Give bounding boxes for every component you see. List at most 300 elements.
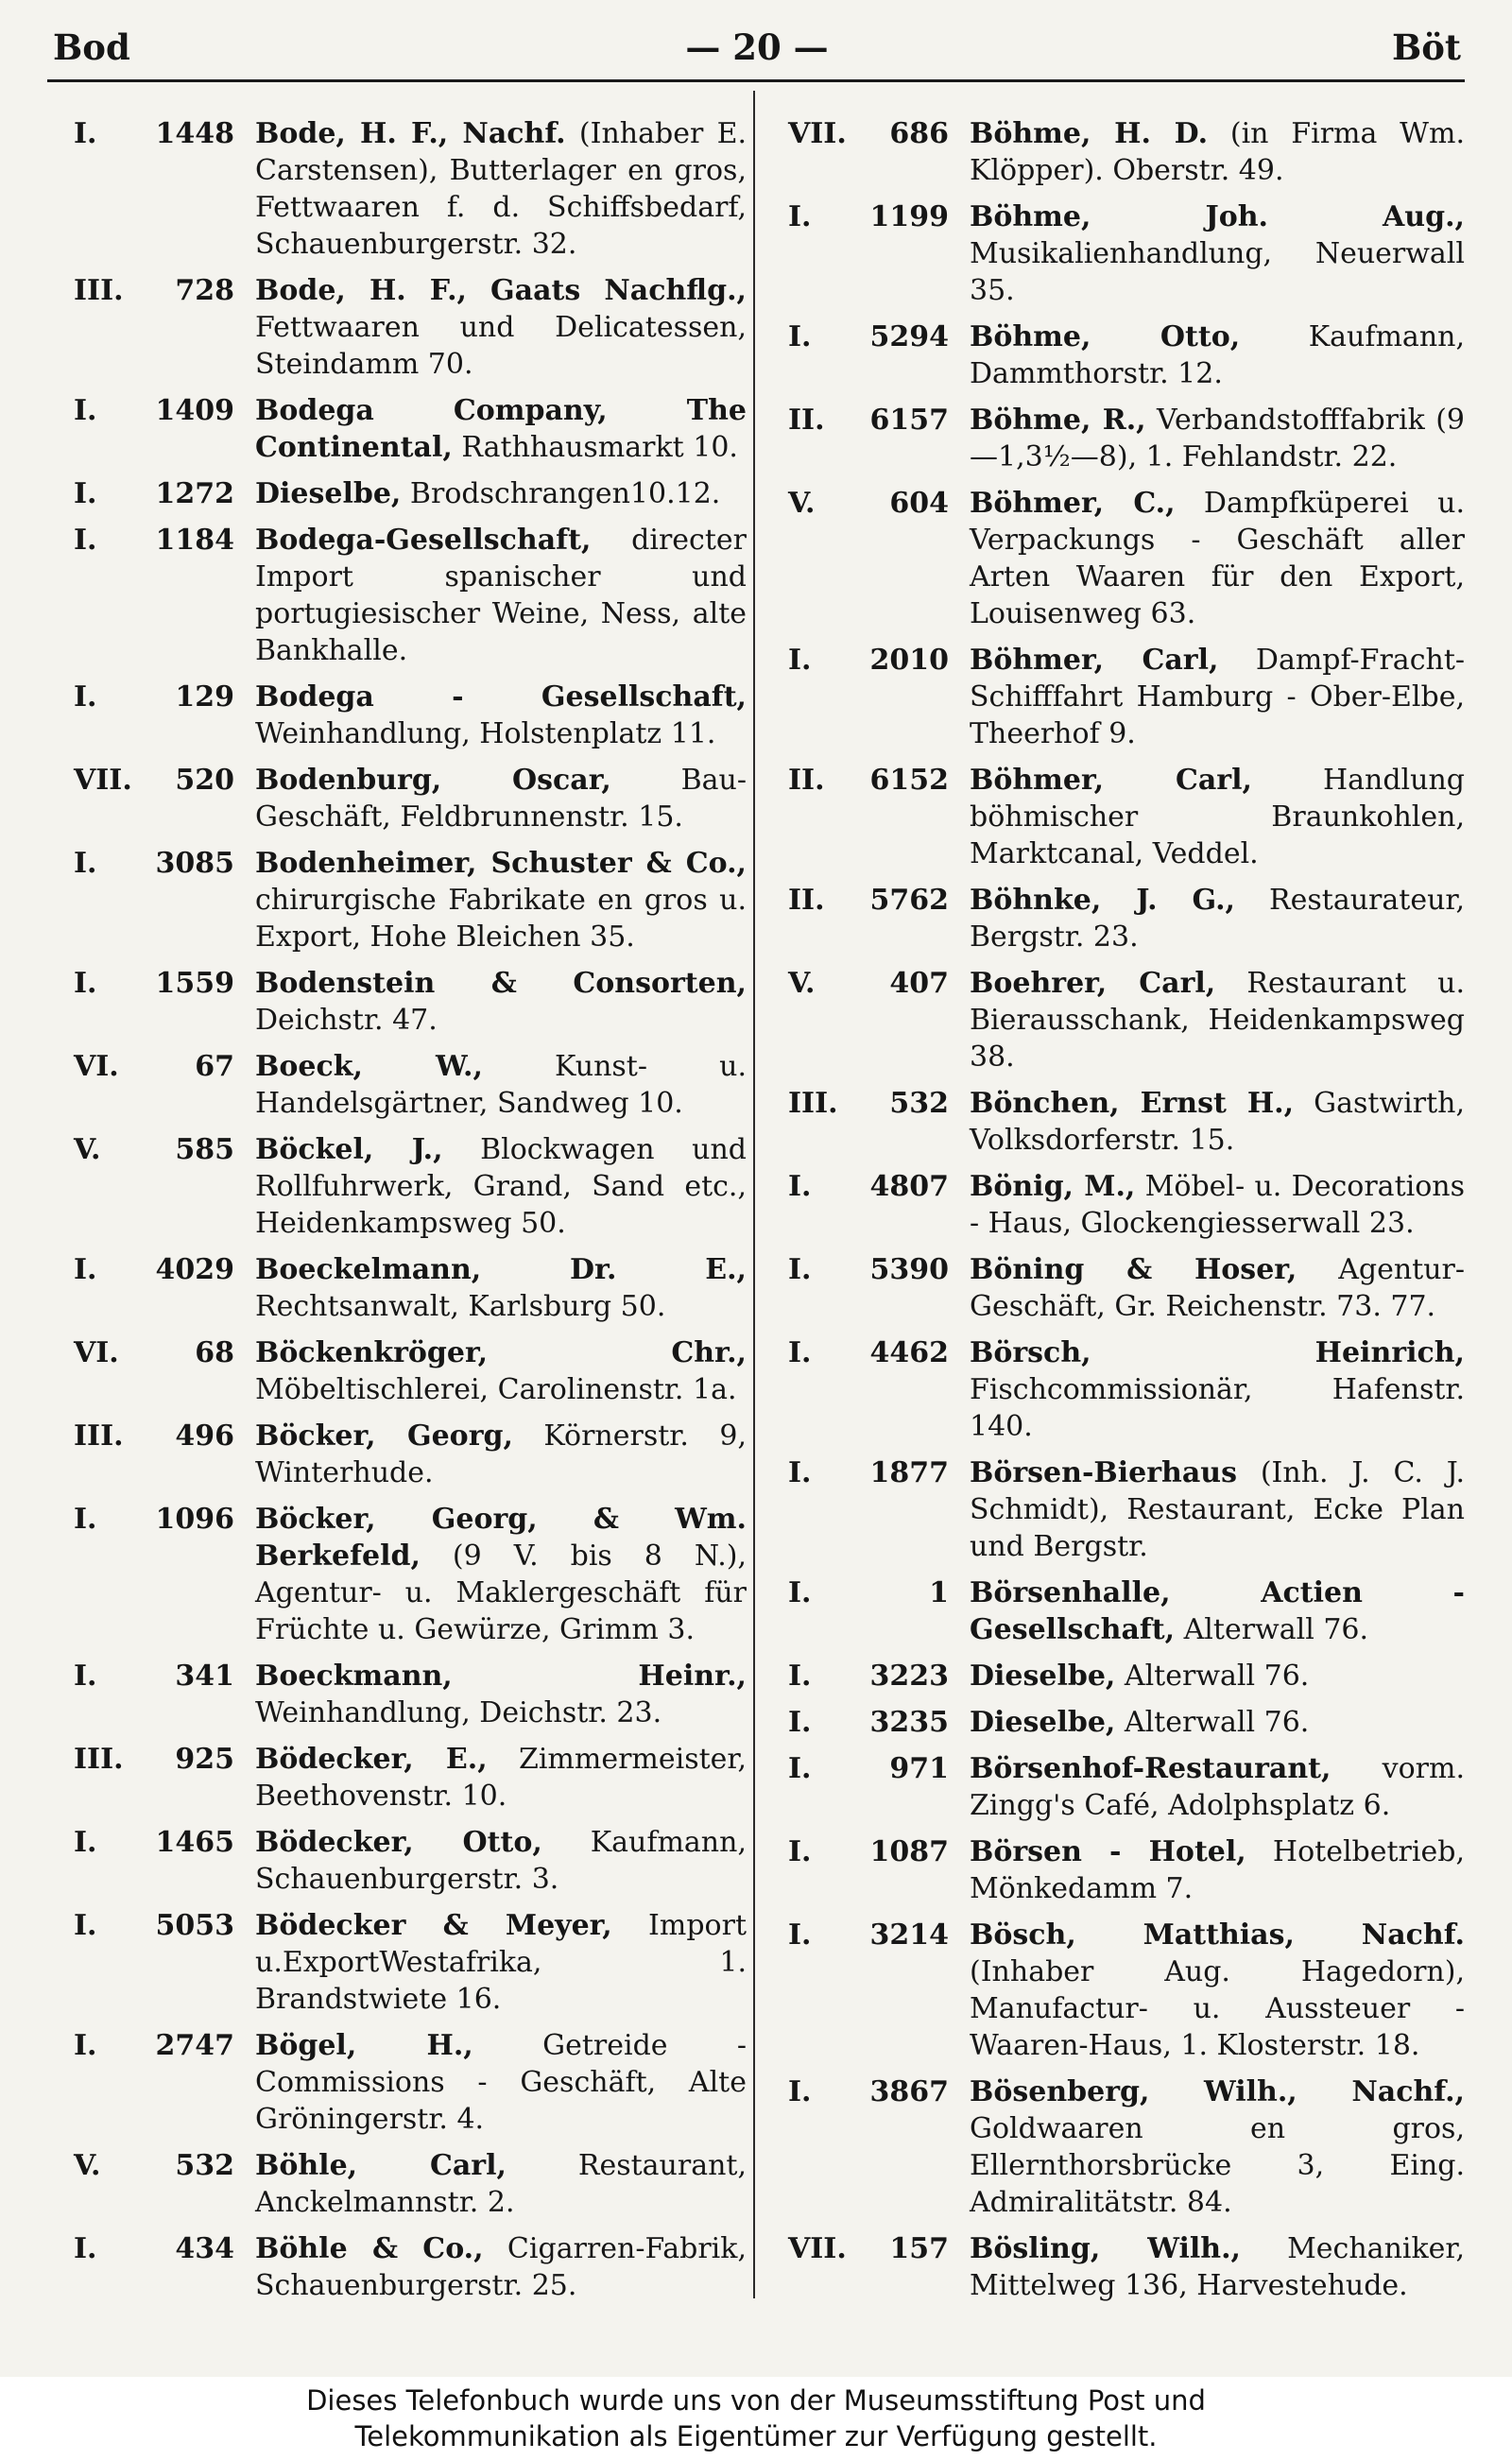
footer-line-2: Telekommunikation als Eigentümer zur Verfügung gestellt. <box>354 2420 1158 2452</box>
phone-number: 1087 <box>869 1835 949 1868</box>
directory-entry <box>764 762 1465 872</box>
left-column <box>49 115 747 2308</box>
subscriber-name: Bönchen, Ernst H., <box>970 1087 1295 1120</box>
subscriber-details: Weinhandlung, Deichstr. 23. <box>255 1696 662 1729</box>
phone-number: 3214 <box>869 1918 949 1952</box>
exchange-district: I. <box>788 200 812 233</box>
directory-entry <box>49 1131 747 1242</box>
directory-entry <box>764 318 1465 392</box>
phone-number: 1559 <box>155 967 234 1000</box>
phone-number: 1448 <box>155 117 234 150</box>
subscriber-details: (in Firma Wm. Klöpper). Oberstr. 49. <box>970 117 1465 187</box>
directory-entry <box>764 965 1465 1075</box>
subscriber-name: Böhle & Co., <box>255 2232 484 2265</box>
entry-phone-number <box>764 1574 970 1611</box>
exchange-district: I. <box>788 1576 812 1609</box>
exchange-district: I. <box>74 1503 97 1536</box>
exchange-district: II. <box>788 764 825 797</box>
directory-entry <box>764 115 1465 189</box>
entry-phone-number <box>49 2230 255 2267</box>
entry-text <box>970 642 1465 752</box>
exchange-district: VII. <box>788 117 847 150</box>
phone-number: 3235 <box>869 1706 949 1739</box>
entry-text <box>255 2230 747 2304</box>
entry-text <box>255 1334 747 1408</box>
exchange-district: I. <box>788 2075 812 2108</box>
subscriber-name: Bönig, M., <box>970 1170 1136 1203</box>
entry-phone-number <box>49 762 255 799</box>
directory-entry <box>49 272 747 383</box>
entry-text <box>255 1824 747 1898</box>
subscriber-details: Körnerstr. 9, Winterhude. <box>255 1419 747 1489</box>
entry-phone-number <box>49 1824 255 1861</box>
subscriber-details: (Inhaber E. Carstensen), Butterlager en gros, Fettwaaren f. d. Schiffsbedarf, Schauenburgerstr. 32. <box>255 117 747 261</box>
subscriber-details: chirurgische Fabrikate en gros u. Export, Hohe Bleichen 35. <box>255 884 747 954</box>
subscriber-details: Import u.ExportWestafrika, 1. Brandstwiete 16. <box>255 1909 747 2016</box>
subscriber-name: Böhme, Joh. Aug., <box>970 200 1465 233</box>
phone-number: 1096 <box>155 1503 234 1536</box>
subscriber-name: Boeckelmann, Dr. E., <box>255 1253 747 1286</box>
exchange-district: III. <box>74 1743 124 1776</box>
subscriber-details: Handlung böhmischer Braunkohlen, Marktcanal, Veddel. <box>970 764 1465 870</box>
subscriber-name: Böhme, Otto, <box>970 320 1241 353</box>
exchange-district: I. <box>788 644 812 677</box>
entry-phone-number <box>764 115 970 152</box>
directory-entry <box>764 1334 1465 1445</box>
phone-number: 532 <box>889 1087 949 1120</box>
directory-entry <box>49 1501 747 1648</box>
directory-entry <box>49 115 747 263</box>
entry-phone-number <box>764 2230 970 2267</box>
subscriber-name: Dieselbe, <box>255 477 402 510</box>
phone-number: 4029 <box>155 1253 234 1286</box>
exchange-district: I. <box>74 1660 97 1693</box>
subscriber-details: (9 V. bis 8 N.), Agentur- u. Maklergeschäft für Früchte u. Gewürze, Grimm 3. <box>255 1540 747 1646</box>
phone-number: 728 <box>175 274 234 307</box>
entry-text <box>970 318 1465 392</box>
phone-number: 1877 <box>869 1456 949 1489</box>
directory-entry <box>49 2147 747 2221</box>
page-header <box>53 21 1461 79</box>
phone-number: 971 <box>889 1752 949 1785</box>
exchange-district: V. <box>74 1133 101 1166</box>
subscriber-name: Boeckmann, Heinr., <box>255 1660 747 1693</box>
header-rule <box>47 79 1465 82</box>
phone-number: 3085 <box>155 847 234 880</box>
subscriber-name: Böhle, Carl, <box>255 2149 507 2182</box>
exchange-district: I. <box>788 1752 812 1785</box>
directory-entry <box>49 522 747 669</box>
entry-text <box>970 1704 1465 1741</box>
subscriber-details: Goldwaaren en gros, Ellernthorsbrücke 3, Eing. Admiralitätstr. 84. <box>970 2112 1465 2219</box>
entry-phone-number <box>49 845 255 882</box>
entry-text <box>255 2027 747 2138</box>
phone-number: 496 <box>175 1419 234 1453</box>
entry-text <box>255 845 747 955</box>
subscriber-details: Agentur-Geschäft, Gr. Reichenstr. 73. 77. <box>970 1253 1465 1323</box>
entry-phone-number <box>49 475 255 512</box>
directory-entry <box>764 642 1465 752</box>
directory-entry <box>764 1574 1465 1648</box>
exchange-district: V. <box>74 2149 101 2182</box>
entry-phone-number <box>49 392 255 429</box>
subscriber-details: Hotelbetrieb, Mönkedamm 7. <box>970 1835 1465 1905</box>
entry-phone-number <box>764 402 970 439</box>
entry-phone-number <box>49 1907 255 1944</box>
entry-text <box>970 198 1465 309</box>
page-number: — 20 — <box>685 26 829 68</box>
phone-number: 5390 <box>869 1253 949 1286</box>
subscriber-name: Dieselbe, <box>970 1706 1116 1739</box>
exchange-district: I. <box>74 1909 97 1942</box>
subscriber-details: Rechtsanwalt, Karlsburg 50. <box>255 1290 666 1323</box>
phone-number: 585 <box>175 1133 234 1166</box>
phone-number: 3867 <box>869 2075 949 2108</box>
entry-text <box>970 882 1465 955</box>
directory-entry <box>49 1658 747 1731</box>
subscriber-details: Rathhausmarkt 10. <box>452 431 738 464</box>
entry-phone-number <box>764 1251 970 1288</box>
phone-number: 5053 <box>155 1909 234 1942</box>
exchange-district: I. <box>74 847 97 880</box>
subscriber-details: Möbeltischlerei, Carolinenstr. 1a. <box>255 1373 737 1406</box>
subscriber-details: Bau-Geschäft, Feldbrunnenstr. 15. <box>255 764 747 834</box>
entry-phone-number <box>49 1334 255 1371</box>
entry-phone-number <box>764 762 970 799</box>
directory-entry <box>49 392 747 466</box>
entry-text <box>255 522 747 669</box>
entry-phone-number <box>49 1418 255 1454</box>
subscriber-details: Restaurant, Anckelmannstr. 2. <box>255 2149 747 2219</box>
directory-entry <box>49 2230 747 2304</box>
entry-phone-number <box>764 1833 970 1870</box>
subscriber-details: Zimmermeister, Beethovenstr. 10. <box>255 1743 747 1813</box>
phone-number: 129 <box>175 680 234 714</box>
entry-text <box>255 475 747 512</box>
entry-phone-number <box>49 965 255 1002</box>
phone-number: 2747 <box>155 2029 234 2062</box>
exchange-district: VII. <box>788 2232 847 2265</box>
subscriber-name: Börsenhalle, Actien - Gesellschaft, <box>970 1576 1465 1646</box>
subscriber-name: Boeck, W., <box>255 1050 483 1083</box>
subscriber-name: Böning & Hoser, <box>970 1253 1297 1286</box>
phone-number: 6152 <box>869 764 949 797</box>
phone-number: 407 <box>889 967 949 1000</box>
directory-entry <box>764 485 1465 632</box>
subscriber-details: Dampf-Fracht-Schifffahrt Hamburg - Ober-Elbe, Theerhof 9. <box>970 644 1465 750</box>
subscriber-name: Böhnke, J. G., <box>970 884 1235 917</box>
subscriber-name: Böcker, Georg, & Wm. Berkefeld, <box>255 1503 747 1573</box>
subscriber-details: (Inh. J. C. J. Schmidt), Restaurant, Ecke Plan und Bergstr. <box>970 1456 1465 1563</box>
entry-text <box>255 1658 747 1731</box>
subscriber-name: Bösch, Matthias, Nachf. <box>970 1918 1465 1952</box>
subscriber-name: Bodega Company, The Continental, <box>255 394 747 464</box>
exchange-district: I. <box>74 394 97 427</box>
directory-entry <box>49 1334 747 1408</box>
exchange-district: I. <box>788 320 812 353</box>
entry-phone-number <box>764 1658 970 1694</box>
entry-phone-number <box>49 1251 255 1288</box>
exchange-district: III. <box>788 1087 838 1120</box>
entry-phone-number <box>764 882 970 919</box>
subscriber-name: Bögel, H., <box>255 2029 473 2062</box>
subscriber-details: Cigarren-Fabrik, Schauenburgerstr. 25. <box>255 2232 747 2302</box>
subscriber-name: Bösenberg, Wilh., Nachf., <box>970 2075 1465 2108</box>
entry-text <box>970 115 1465 189</box>
entry-phone-number <box>764 1454 970 1491</box>
directory-entry <box>49 1907 747 2018</box>
subscriber-name: Bodenburg, Oscar, <box>255 764 611 797</box>
entry-text <box>970 2230 1465 2304</box>
directory-entry <box>764 1251 1465 1325</box>
subscriber-name: Bösling, Wilh., <box>970 2232 1241 2265</box>
phone-number: 604 <box>889 487 949 520</box>
entry-text <box>255 1501 747 1648</box>
phone-number: 1409 <box>155 394 234 427</box>
subscriber-details: Möbel- u. Decorations - Haus, Glockengiesserwall 23. <box>970 1170 1465 1240</box>
subscriber-details: Restaurant u. Bierausschank, Heidenkampsweg 38. <box>970 967 1465 1074</box>
directory-entry <box>764 882 1465 955</box>
entry-phone-number <box>764 1750 970 1787</box>
entry-text <box>255 115 747 263</box>
exchange-district: I. <box>788 1706 812 1739</box>
entry-phone-number <box>49 272 255 309</box>
exchange-district: V. <box>788 967 816 1000</box>
entry-text <box>970 1085 1465 1159</box>
exchange-district: III. <box>74 1419 124 1453</box>
subscriber-name: Böckenkröger, Chr., <box>255 1336 747 1369</box>
subscriber-name: Bodega-Gesellschaft, <box>255 524 592 557</box>
entry-text <box>970 1833 1465 1907</box>
entry-text <box>970 1658 1465 1694</box>
subscriber-name: Börsen - Hotel, <box>970 1835 1246 1868</box>
exchange-district: II. <box>788 884 825 917</box>
subscriber-details: Alterwall 76. <box>1115 1706 1310 1739</box>
entry-text <box>970 402 1465 475</box>
entry-phone-number <box>764 965 970 1002</box>
exchange-district: I. <box>788 1170 812 1203</box>
subscriber-details: Alterwall 76. <box>1175 1613 1369 1646</box>
subscriber-details: Weinhandlung, Holstenplatz 11. <box>255 717 716 750</box>
subscriber-name: Bode, H. F., Nachf. <box>255 117 566 150</box>
entry-text <box>970 965 1465 1075</box>
subscriber-name: Bödecker & Meyer, <box>255 1909 612 1942</box>
subscriber-name: Bodenstein & Consorten, <box>255 967 747 1000</box>
directory-entry <box>49 679 747 752</box>
phone-number: 1199 <box>869 200 949 233</box>
subscriber-name: Böhme, R., <box>970 404 1146 437</box>
directory-entry <box>764 1085 1465 1159</box>
header-right-keyword: Böt <box>1391 26 1461 68</box>
subscriber-name: Boehrer, Carl, <box>970 967 1216 1000</box>
subscriber-details: Gastwirth, Volksdorferstr. 15. <box>970 1087 1465 1157</box>
entry-text <box>255 2147 747 2221</box>
phone-number: 157 <box>889 2232 949 2265</box>
phone-number: 67 <box>195 1050 234 1083</box>
phone-number: 925 <box>175 1743 234 1776</box>
entry-text <box>255 1741 747 1815</box>
exchange-district: VI. <box>74 1336 119 1369</box>
entry-phone-number <box>49 679 255 715</box>
phone-number: 3223 <box>869 1660 949 1693</box>
exchange-district: I. <box>788 1835 812 1868</box>
entry-text <box>970 1168 1465 1242</box>
phone-number: 5294 <box>869 320 949 353</box>
subscriber-details: Brodschrangen10.12. <box>401 477 721 510</box>
exchange-district: I. <box>788 1660 812 1693</box>
directory-entry <box>49 2027 747 2138</box>
exchange-district: I. <box>788 1253 812 1286</box>
exchange-district: I. <box>788 1456 812 1489</box>
entry-phone-number <box>49 522 255 559</box>
subscriber-details: Fischcommissionär, Hafenstr. 140. <box>970 1373 1465 1443</box>
entry-phone-number <box>49 1658 255 1694</box>
directory-entry <box>764 1750 1465 1824</box>
subscriber-details: Musikalienhandlung, Neuerwall 35. <box>970 237 1465 307</box>
directory-entry <box>764 2230 1465 2304</box>
directory-entry <box>49 1824 747 1898</box>
subscriber-details: Blockwagen und Rollfuhrwerk, Grand, Sand etc., Heidenkampsweg 50. <box>255 1133 747 1240</box>
directory-entry <box>49 1251 747 1325</box>
entry-text <box>970 762 1465 872</box>
entry-text <box>255 965 747 1039</box>
phone-number: 6157 <box>869 404 949 437</box>
phone-number: 686 <box>889 117 949 150</box>
subscriber-name: Böhme, H. D. <box>970 117 1209 150</box>
phone-number: 1465 <box>155 1826 234 1859</box>
subscriber-name: Dieselbe, <box>970 1660 1116 1693</box>
entry-text <box>970 1917 1465 2064</box>
subscriber-details: Mechaniker, Mittelweg 136, Harvestehude. <box>970 2232 1465 2302</box>
directory-entry <box>764 1454 1465 1565</box>
directory-entry <box>764 1917 1465 2064</box>
entry-text <box>970 1454 1465 1565</box>
column-divider <box>753 91 755 2298</box>
directory-entry <box>49 475 747 512</box>
subscriber-details: Kaufmann, Dammthorstr. 12. <box>970 320 1465 390</box>
exchange-district: I. <box>74 524 97 557</box>
exchange-district: I. <box>74 2029 97 2062</box>
phone-number: 532 <box>175 2149 234 2182</box>
exchange-district: III. <box>74 274 124 307</box>
directory-entry <box>49 1048 747 1122</box>
directory-entry <box>764 1168 1465 1242</box>
subscriber-details: Dampfküperei u. Verpackungs - Geschäft aller Arten Waaren für den Export, Louisenweg 63. <box>970 487 1465 630</box>
entry-phone-number <box>764 198 970 235</box>
entry-text <box>970 1251 1465 1325</box>
exchange-district: VII. <box>74 764 132 797</box>
entry-phone-number <box>764 2073 970 2110</box>
exchange-district: I. <box>74 2232 97 2265</box>
subscriber-details: Deichstr. 47. <box>255 1004 438 1037</box>
entry-phone-number <box>764 642 970 679</box>
directory-entry <box>49 1741 747 1815</box>
subscriber-details: Alterwall 76. <box>1115 1660 1310 1693</box>
subscriber-name: Börsenhof-Restaurant, <box>970 1752 1332 1785</box>
entry-phone-number <box>764 1085 970 1122</box>
subscriber-name: Böhmer, Carl, <box>970 644 1219 677</box>
subscriber-name: Böhmer, C., <box>970 487 1176 520</box>
subscriber-details: Restaurateur, Bergstr. 23. <box>970 884 1465 954</box>
subscriber-name: Böckel, J., <box>255 1133 443 1166</box>
footer-notice <box>0 2377 1512 2460</box>
directory-entry <box>49 965 747 1039</box>
entry-text <box>255 1418 747 1491</box>
entry-phone-number <box>764 1704 970 1741</box>
phone-number: 68 <box>195 1336 234 1369</box>
directory-entry <box>764 198 1465 309</box>
exchange-district: VI. <box>74 1050 119 1083</box>
subscriber-name: Bödecker, E., <box>255 1743 488 1776</box>
entry-phone-number <box>764 1917 970 1953</box>
right-column <box>764 115 1465 2308</box>
subscriber-details: Kunst- u. Handelsgärtner, Sandweg 10. <box>255 1050 747 1120</box>
subscriber-details: (Inhaber Aug. Hagedorn), Manufactur- u. Aussteuer - Waaren-Haus, 1. Klosterstr. 18. <box>970 1955 1465 2062</box>
subscriber-name: Bödecker, Otto, <box>255 1826 542 1859</box>
directory-entry <box>764 402 1465 475</box>
entry-phone-number <box>49 1131 255 1168</box>
directory-entry <box>49 762 747 835</box>
entry-text <box>970 1574 1465 1648</box>
entry-text <box>970 485 1465 632</box>
subscriber-name: Börsen-Bierhaus <box>970 1456 1238 1489</box>
exchange-district: I. <box>788 1918 812 1952</box>
entry-phone-number <box>764 1334 970 1371</box>
entry-phone-number <box>764 485 970 522</box>
phone-number: 5762 <box>869 884 949 917</box>
directory-entry <box>49 1418 747 1491</box>
phone-number: 520 <box>175 764 234 797</box>
directory-entry <box>49 845 747 955</box>
entry-text <box>970 2073 1465 2221</box>
entry-phone-number <box>49 2027 255 2064</box>
entry-text <box>255 762 747 835</box>
subscriber-details: Verbandstofffabrik (9—1,3½—8), 1. Fehlandstr. 22. <box>970 404 1465 473</box>
phone-number: 2010 <box>869 644 949 677</box>
entry-phone-number <box>49 1048 255 1085</box>
entry-text <box>255 392 747 466</box>
header-left-keyword: Bod <box>53 26 130 68</box>
entry-phone-number <box>49 1501 255 1538</box>
entry-phone-number <box>49 115 255 152</box>
subscriber-details: Getreide - Commissions - Geschäft, Alte Gröningerstr. 4. <box>255 2029 747 2136</box>
entry-text <box>255 272 747 383</box>
exchange-district: I. <box>74 680 97 714</box>
subscriber-name: Bodega - Gesellschaft, <box>255 680 747 714</box>
exchange-district: I. <box>788 1336 812 1369</box>
phone-number: 4807 <box>869 1170 949 1203</box>
phone-number: 434 <box>175 2232 234 2265</box>
subscriber-details: Fettwaaren und Delicatessen, Steindamm 70. <box>255 311 747 381</box>
subscriber-name: Bodenheimer, Schuster & Co., <box>255 847 747 880</box>
subscriber-details: directer Import spanischer und portugiesischer Weine, Ness, alte Bankhalle. <box>255 524 747 667</box>
entry-text <box>255 1251 747 1325</box>
entry-phone-number <box>764 1168 970 1205</box>
subscriber-name: Börsch, Heinrich, <box>970 1336 1465 1369</box>
exchange-district: I. <box>74 1253 97 1286</box>
exchange-district: I. <box>74 477 97 510</box>
phone-number: 1 <box>929 1576 949 1609</box>
entry-text <box>255 679 747 752</box>
entry-text <box>255 1048 747 1122</box>
entry-phone-number <box>49 2147 255 2184</box>
entry-text <box>255 1907 747 2018</box>
exchange-district: I. <box>74 967 97 1000</box>
phone-number: 4462 <box>869 1336 949 1369</box>
directory-entry <box>764 1704 1465 1741</box>
exchange-district: I. <box>74 1826 97 1859</box>
directory-entry <box>764 1833 1465 1907</box>
